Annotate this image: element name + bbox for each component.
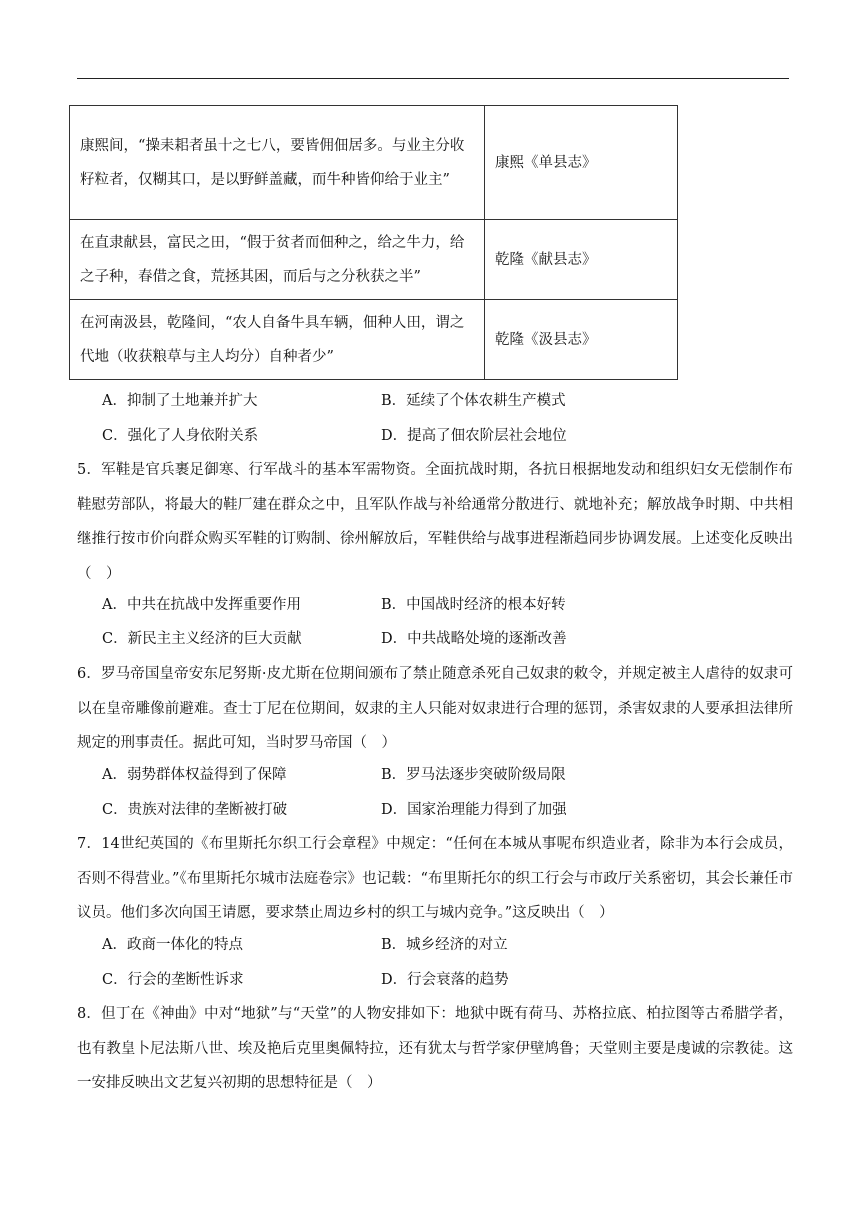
q7-options-row-2 (102, 968, 802, 990)
q6-option-b[interactable]: B．罗马法逐步突破阶级局限 (381, 767, 566, 783)
table-row (70, 220, 678, 300)
question-6-stem: 6．罗马帝国皇帝安东尼努斯·皮尤斯在位期间颁布了禁止随意杀死自己奴隶的敕令，并规定被主人虐待的奴隶可以在皇帝雕像前避难。查士丁尼在位期间，奴隶的主人只能对奴隶进行合理的惩罚，杀害奴隶的人要承担法律所规定的刑事责任。据此可知，当时罗马帝国（ ） (77, 666, 793, 751)
table-quote-cell: 在直隶献县，富民之田，“假于贫者而佃种之，给之牛力，给之子种，春借之食，荒拯其困，而后与之分秋获之半” (70, 220, 485, 300)
q5-option-d[interactable]: D．中共战略处境的逐渐改善 (381, 631, 567, 647)
q6-option-d[interactable]: D．国家治理能力得到了加强 (381, 802, 567, 818)
source-table (69, 105, 678, 380)
table-row (70, 106, 678, 220)
table-source-cell: 乾隆《汲县志》 (485, 300, 678, 380)
q4-options-row-2 (102, 424, 802, 446)
q4-option-b[interactable]: B．延续了个体农耕生产模式 (381, 393, 566, 409)
q5-option-c[interactable]: C．新民主主义经济的巨大贡献 (102, 631, 302, 647)
table-row (70, 300, 678, 380)
q4-option-c[interactable]: C．强化了人身依附关系 (102, 428, 259, 444)
q6-option-a[interactable]: A．弱势群体权益得到了保障 (102, 767, 287, 783)
q7-option-c[interactable]: C．行会的垄断性诉求 (102, 972, 244, 988)
question-7-stem: 7．14世纪英国的《布里斯托尔织工行会章程》中规定：“任何在本城从事呢布织造业者，除非为本行会成员，否则不得营业。”《布里斯托尔城市法庭卷宗》也记载：“布里斯托尔的织工行会与市政厅关系密切，其会长兼任市议员。他们多次向国王请愿，要求禁止周边乡村的织工与城内竞争。”这反映出（ ） (77, 836, 793, 921)
q4-options-row-1 (102, 389, 802, 411)
q4-option-a[interactable]: A．抑制了土地兼并扩大 (102, 393, 258, 409)
header-rule (77, 78, 789, 79)
table-source-cell: 康熙《单县志》 (485, 106, 678, 220)
q7-options-row-1 (102, 933, 802, 955)
q7-option-b[interactable]: B．城乡经济的对立 (381, 937, 508, 953)
table-quote-cell: 在河南汲县，乾隆间，“农人自备牛具车辆，佃种人田，谓之代地（收获粮草与主人均分）自种者少” (70, 300, 485, 380)
q5-option-a[interactable]: A．中共在抗战中发挥重要作用 (102, 597, 301, 613)
table-quote-cell: 康熙间，“操耒耜者虽十之七八，要皆佣佃居多。与业主分收籽粒者，仅糊其口，是以野鲜盖藏，而牛种皆仰给于业主” (70, 106, 485, 220)
question-5-stem: 5．军鞋是官兵裹足御寒、行军战斗的基本军需物资。全面抗战时期，各抗日根据地发动和组织妇女无偿制作布鞋慰劳部队，将最大的鞋厂建在群众之中，且军队作战与补给通常分散进行、就地补充；解放战争时期、中共相继推行按市价向群众购买军鞋的订购制、徐州解放后，军鞋供给与战事进程渐趋同步协调发展。上述变化反映出（ ） (77, 462, 793, 582)
question-8-stem: 8．但丁在《神曲》中对“地狱”与“天堂”的人物安排如下：地狱中既有荷马、苏格拉底、柏拉图等古希腊学者，也有教皇卜尼法斯八世、埃及艳后克里奥佩特拉，还有犹太与哲学家伊壁鸠鲁；天堂则主要是虔诚的宗教徒。这一安排反映出文艺复兴初期的思想特征是（ ） (77, 1006, 793, 1091)
q7-option-d[interactable]: D．行会衰落的趋势 (381, 972, 509, 988)
q4-option-d[interactable]: D．提高了佃农阶层社会地位 (381, 428, 567, 444)
q5-option-b[interactable]: B．中国战时经济的根本好转 (381, 597, 566, 613)
q5-options-row-1 (102, 593, 802, 615)
table-source-cell: 乾隆《献县志》 (485, 220, 678, 300)
q6-option-c[interactable]: C．贵族对法律的垄断被打破 (102, 802, 288, 818)
q5-options-row-2 (102, 627, 802, 649)
q7-option-a[interactable]: A．政商一体化的特点 (102, 937, 243, 953)
q6-options-row-2 (102, 798, 802, 820)
q6-options-row-1 (102, 763, 802, 785)
